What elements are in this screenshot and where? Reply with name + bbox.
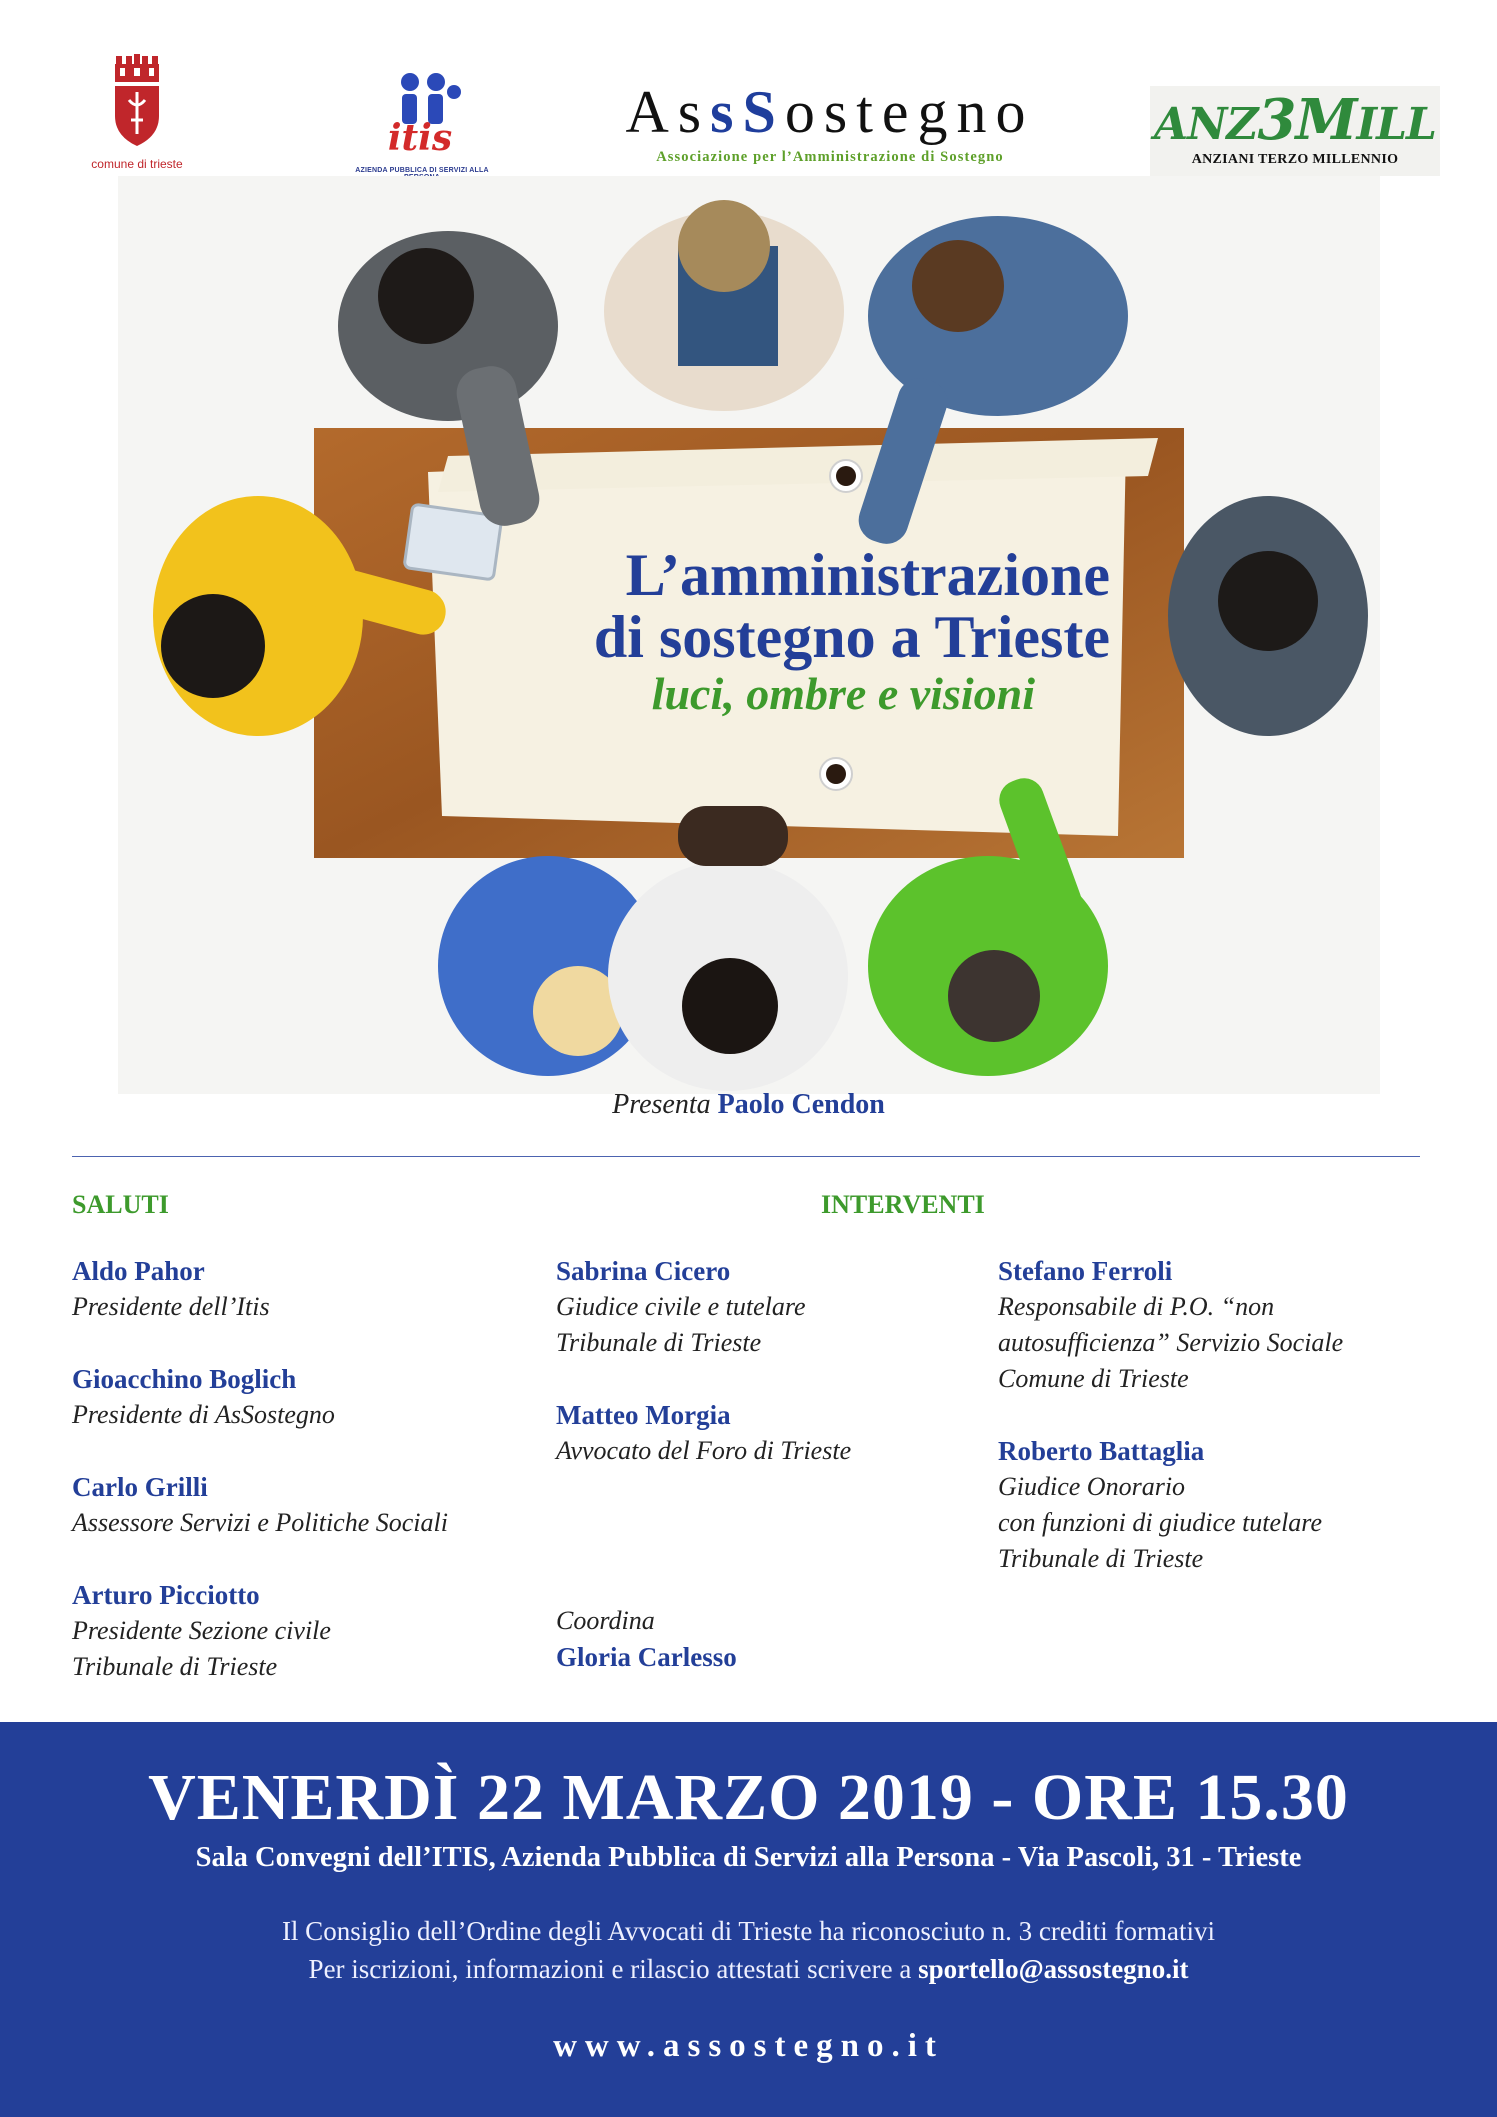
contact-prefix: Per iscrizioni, informazioni e rilascio attestati scrivere a xyxy=(308,1954,912,1984)
event-venue: Sala Convegni dell’ITIS, Azienda Pubblica di Servizi alla Persona - Via Pascoli, 31 - Trieste xyxy=(195,1842,1302,1873)
saluti-list xyxy=(72,1253,542,1721)
event-credits xyxy=(0,1912,1497,1988)
interventi-list-a xyxy=(556,1253,936,1505)
contact-line xyxy=(0,1950,1497,1988)
speaker-entry xyxy=(556,1397,936,1469)
contact-email-link[interactable]: sportello@assostegno.it xyxy=(918,1954,1189,1984)
event-headline xyxy=(390,542,1110,720)
anz3mill-wordmark xyxy=(1150,86,1440,152)
speaker-role: Avvocato del Foro di Trieste xyxy=(556,1436,852,1465)
speaker-role: Tribunale di Trieste xyxy=(998,1544,1204,1573)
trieste-logo-caption: comune di trieste xyxy=(91,157,183,171)
headline-subtitle: luci, ombre e visioni xyxy=(651,668,1035,719)
presenter-label: Presenta xyxy=(612,1089,711,1120)
speaker-role: Presidente di AsSostegno xyxy=(72,1400,335,1429)
assostegno-logo xyxy=(610,79,1050,166)
speaker-entry xyxy=(72,1361,542,1433)
speaker-entry xyxy=(998,1433,1428,1577)
speaker-name: Sabrina Cicero xyxy=(556,1256,731,1286)
presenter-line xyxy=(0,1089,1497,1121)
anz3mill-part1: ANZ xyxy=(1154,99,1258,150)
coordinator-block xyxy=(556,1603,737,1675)
speaker-entry xyxy=(998,1253,1428,1397)
interventi-heading: INTERVENTI xyxy=(821,1190,985,1219)
anz3mill-part3: ILL xyxy=(1356,99,1436,150)
presenter-name: Paolo Cendon xyxy=(717,1089,885,1120)
speaker-entry xyxy=(556,1253,936,1361)
anz3mill-part2: 3M xyxy=(1257,87,1357,153)
itis-logo-caption: AZIENDA PUBBLICA DI SERVIZI ALLA xyxy=(355,167,489,174)
event-date: VENERDÌ 22 MARZO 2019 - ORE 15.30 xyxy=(148,1761,1349,1834)
speaker-name: Roberto Battaglia xyxy=(998,1436,1205,1466)
speaker-name: Matteo Morgia xyxy=(556,1400,731,1430)
assostegno-tagline: Associazione per l’Amministrazione di Sostegno xyxy=(656,149,1004,165)
assostegno-wordmark-part3: ostegno xyxy=(784,79,1035,145)
speaker-role: Presidente Sezione civile xyxy=(72,1616,331,1645)
website-link[interactable]: www.assostegno.it xyxy=(553,2028,944,2064)
assostegno-wordmark-part2: sS xyxy=(710,79,785,145)
speaker-role: Presidente dell’Itis xyxy=(72,1292,270,1321)
section-divider xyxy=(72,1156,1420,1157)
speaker-role: Comune di Trieste xyxy=(998,1364,1189,1393)
speaker-role: Giudice Onorario xyxy=(998,1472,1186,1501)
interventi-list-b xyxy=(998,1253,1428,1613)
assostegno-wordmark xyxy=(610,79,1050,145)
event-info-band xyxy=(0,1722,1497,2117)
speaker-role: Responsabile di P.O. “non xyxy=(998,1292,1275,1321)
speaker-entry xyxy=(72,1577,542,1685)
speaker-entry xyxy=(72,1253,542,1325)
itis-logo xyxy=(352,70,492,181)
itis-logo-word: itis xyxy=(387,117,453,159)
speaker-role: Giudice civile e tutelare xyxy=(556,1292,806,1321)
speaker-role: Tribunale di Trieste xyxy=(72,1652,278,1681)
anz3mill-caption: ANZIANI TERZO MILLENNIO xyxy=(1191,151,1399,167)
speaker-role: con funzioni di giudice tutelare xyxy=(998,1508,1322,1537)
speaker-name: Carlo Grilli xyxy=(72,1472,208,1502)
speaker-role: autosufficienza” Servizio Sociale xyxy=(998,1328,1344,1357)
speaker-role: Assessore Servizi e Politiche Sociali xyxy=(72,1508,448,1537)
trieste-crest-icon xyxy=(112,54,162,148)
assostegno-wordmark-part1: As xyxy=(625,79,711,145)
comune-trieste-logo xyxy=(62,54,212,171)
itis-figures-icon xyxy=(362,70,482,160)
speaker-name: Stefano Ferroli xyxy=(998,1256,1173,1286)
speaker-role: Tribunale di Trieste xyxy=(556,1328,762,1357)
saluti-heading: SALUTI xyxy=(72,1190,169,1219)
headline-line-1: L’amministrazione xyxy=(625,542,1110,608)
speaker-name: Gioacchino Boglich xyxy=(72,1364,297,1394)
coordinator-name: Gloria Carlesso xyxy=(556,1642,737,1672)
speaker-entry xyxy=(72,1469,542,1541)
speaker-name: Aldo Pahor xyxy=(72,1256,205,1286)
headline-line-2: di sostegno a Trieste xyxy=(593,604,1110,670)
speaker-name: Arturo Picciotto xyxy=(72,1580,260,1610)
credits-line: Il Consiglio dell’Ordine degli Avvocati di Trieste ha riconosciuto n. 3 crediti formativi xyxy=(281,1916,1216,1946)
coordinator-label: Coordina xyxy=(556,1606,655,1635)
anz3mill-logo xyxy=(1150,86,1440,176)
